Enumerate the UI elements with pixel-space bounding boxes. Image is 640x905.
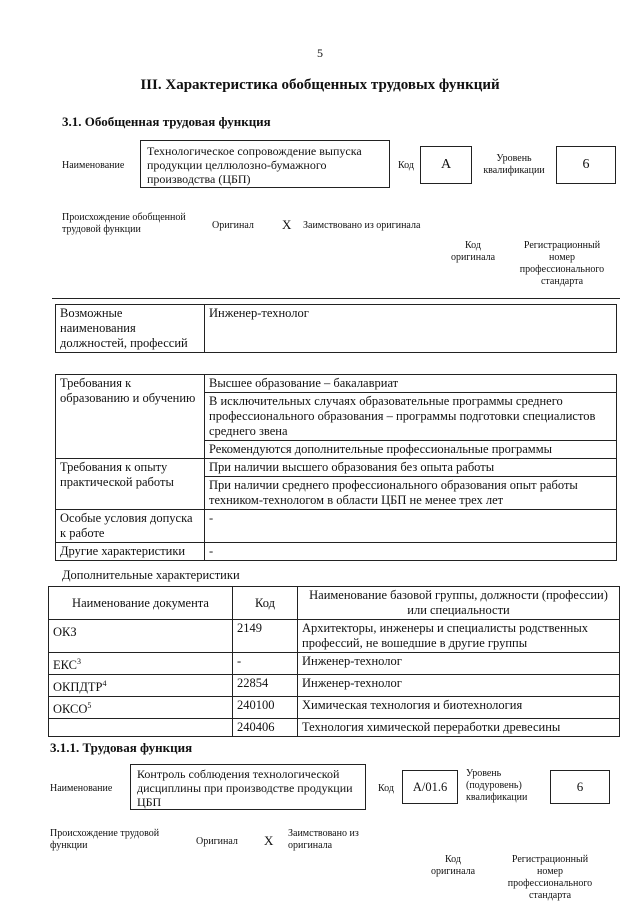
- other-characteristics-label: Другие характеристики: [56, 543, 205, 561]
- gtf-code-value: А: [420, 146, 472, 184]
- additional-name-cell: Инженер-технолог: [298, 675, 620, 697]
- additional-row: [49, 620, 620, 653]
- page-number: 5: [317, 46, 323, 60]
- tf-original-label: Оригинал: [196, 836, 238, 847]
- gtf-code-label: Код: [398, 160, 414, 171]
- gtf-level-label: Уровень квалификации: [483, 153, 545, 176]
- special-conditions-label: Особые условия допуска к работе: [56, 510, 205, 543]
- gtf-borrowed-label: Заимствовано из оригинала: [303, 220, 421, 231]
- tf-heading: 3.1.1. Трудовая функция: [50, 740, 193, 755]
- special-conditions-value: -: [205, 510, 617, 543]
- additional-code-cell: 22854: [233, 675, 298, 697]
- additional-doc-name: ОКЗ: [53, 625, 77, 640]
- gtf-original-label: Оригинал: [212, 220, 254, 231]
- tf-code-value: А/01.6: [402, 770, 458, 804]
- positions-table: [55, 304, 617, 353]
- additional-name-cell: Архитекторы, инженеры и специалисты родственных профессий, не вошедшие в другие группы: [298, 620, 620, 653]
- additional-code-cell: 240406: [233, 719, 298, 737]
- gtf-original-mark: X: [282, 217, 292, 232]
- tf-name-value: Контроль соблюдения технологической дисциплины при производстве продукции ЦБП: [130, 764, 366, 810]
- divider: [52, 298, 620, 299]
- tf-level-value: 6: [550, 770, 610, 804]
- col-name-header: Наименование базовой группы, должности (профессии) или специальности: [298, 587, 620, 620]
- education-item-2: В исключительных случаях образовательные программы среднего профессионального образования – программы подготовки специалистов среднего звена: [205, 393, 617, 441]
- tf-level-label: Уровень (подуровень) квалификации: [466, 768, 528, 803]
- gtf-name-value: Технологическое сопровождение выпуска продукции целлюлозно-бумажного производства (ЦБП): [140, 140, 390, 188]
- tf-original-mark: X: [264, 833, 274, 848]
- additional-name-cell: Химическая технология и биотехнология: [298, 697, 620, 719]
- requirements-table: [55, 374, 617, 561]
- section-title: III. Характеристика обобщенных трудовых функций: [140, 77, 500, 93]
- experience-label: Требования к опыту практической работы: [56, 459, 205, 510]
- education-item-3: Рекомендуются дополнительные профессиональные программы: [205, 441, 617, 459]
- gtf-reg-number-label: Регистрационный номер профессионального стандарта: [519, 240, 605, 287]
- col-document-header: Наименование документа: [49, 587, 233, 620]
- additional-name-cell: Инженер-технолог: [298, 653, 620, 675]
- additional-row: [49, 719, 620, 737]
- experience-item-1: При наличии высшего образования без опыта работы: [205, 459, 617, 477]
- tf-orig-code-label: Код оригинала: [430, 854, 476, 877]
- experience-item-2: При наличии среднего профессионального образования опыт работы техником-технологом в области ЦБП не менее трех лет: [205, 477, 617, 510]
- gtf-level-value: 6: [556, 146, 616, 184]
- col-code-header: Код: [233, 587, 298, 620]
- education-item-1: Высшее образование – бакалавриат: [205, 375, 617, 393]
- tf-reg-number-label: Регистрационный номер профессионального стандарта: [507, 854, 593, 901]
- additional-code-cell: -: [233, 653, 298, 675]
- additional-code-cell: 2149: [233, 620, 298, 653]
- tf-origin-label: Происхождение трудовой функции: [50, 828, 160, 851]
- additional-doc-cell: [49, 653, 233, 675]
- additional-heading: Дополнительные характеристики: [62, 568, 240, 582]
- gtf-orig-code-label: Код оригинала: [450, 240, 496, 263]
- footnote-mark: 4: [102, 679, 107, 689]
- additional-row: [49, 675, 620, 697]
- additional-doc-name: ЕКС: [53, 658, 77, 673]
- positions-value: Инженер-технолог: [205, 305, 617, 353]
- additional-doc-cell: [49, 697, 233, 719]
- gtf-origin-label: Происхождение обобщенной трудовой функции: [62, 212, 186, 235]
- tf-code-label: Код: [378, 783, 394, 794]
- additional-code-cell: 240100: [233, 697, 298, 719]
- additional-doc-cell: [49, 675, 233, 697]
- additional-name-cell: Технология химической переработки древесины: [298, 719, 620, 737]
- additional-doc-name: ОКПДТР: [53, 680, 103, 695]
- other-characteristics-value: -: [205, 543, 617, 561]
- tf-borrowed-label: Заимствовано из оригинала: [288, 828, 359, 851]
- additional-table: [48, 586, 620, 737]
- additional-row: [49, 653, 620, 675]
- additional-row: [49, 697, 620, 719]
- additional-doc-cell: [49, 719, 233, 737]
- footnote-mark: 5: [87, 701, 92, 711]
- gtf-name-label: Наименование: [62, 160, 125, 171]
- additional-doc-name: ОКСО: [53, 702, 88, 717]
- education-label: Требования к образованию и обучению: [56, 375, 205, 459]
- tf-name-label: Наименование: [50, 783, 113, 794]
- additional-doc-cell: [49, 620, 233, 653]
- gtf-heading: 3.1. Обобщенная трудовая функция: [62, 114, 271, 129]
- positions-label: Возможные наименования должностей, профессий: [56, 305, 205, 353]
- footnote-mark: 3: [77, 657, 81, 666]
